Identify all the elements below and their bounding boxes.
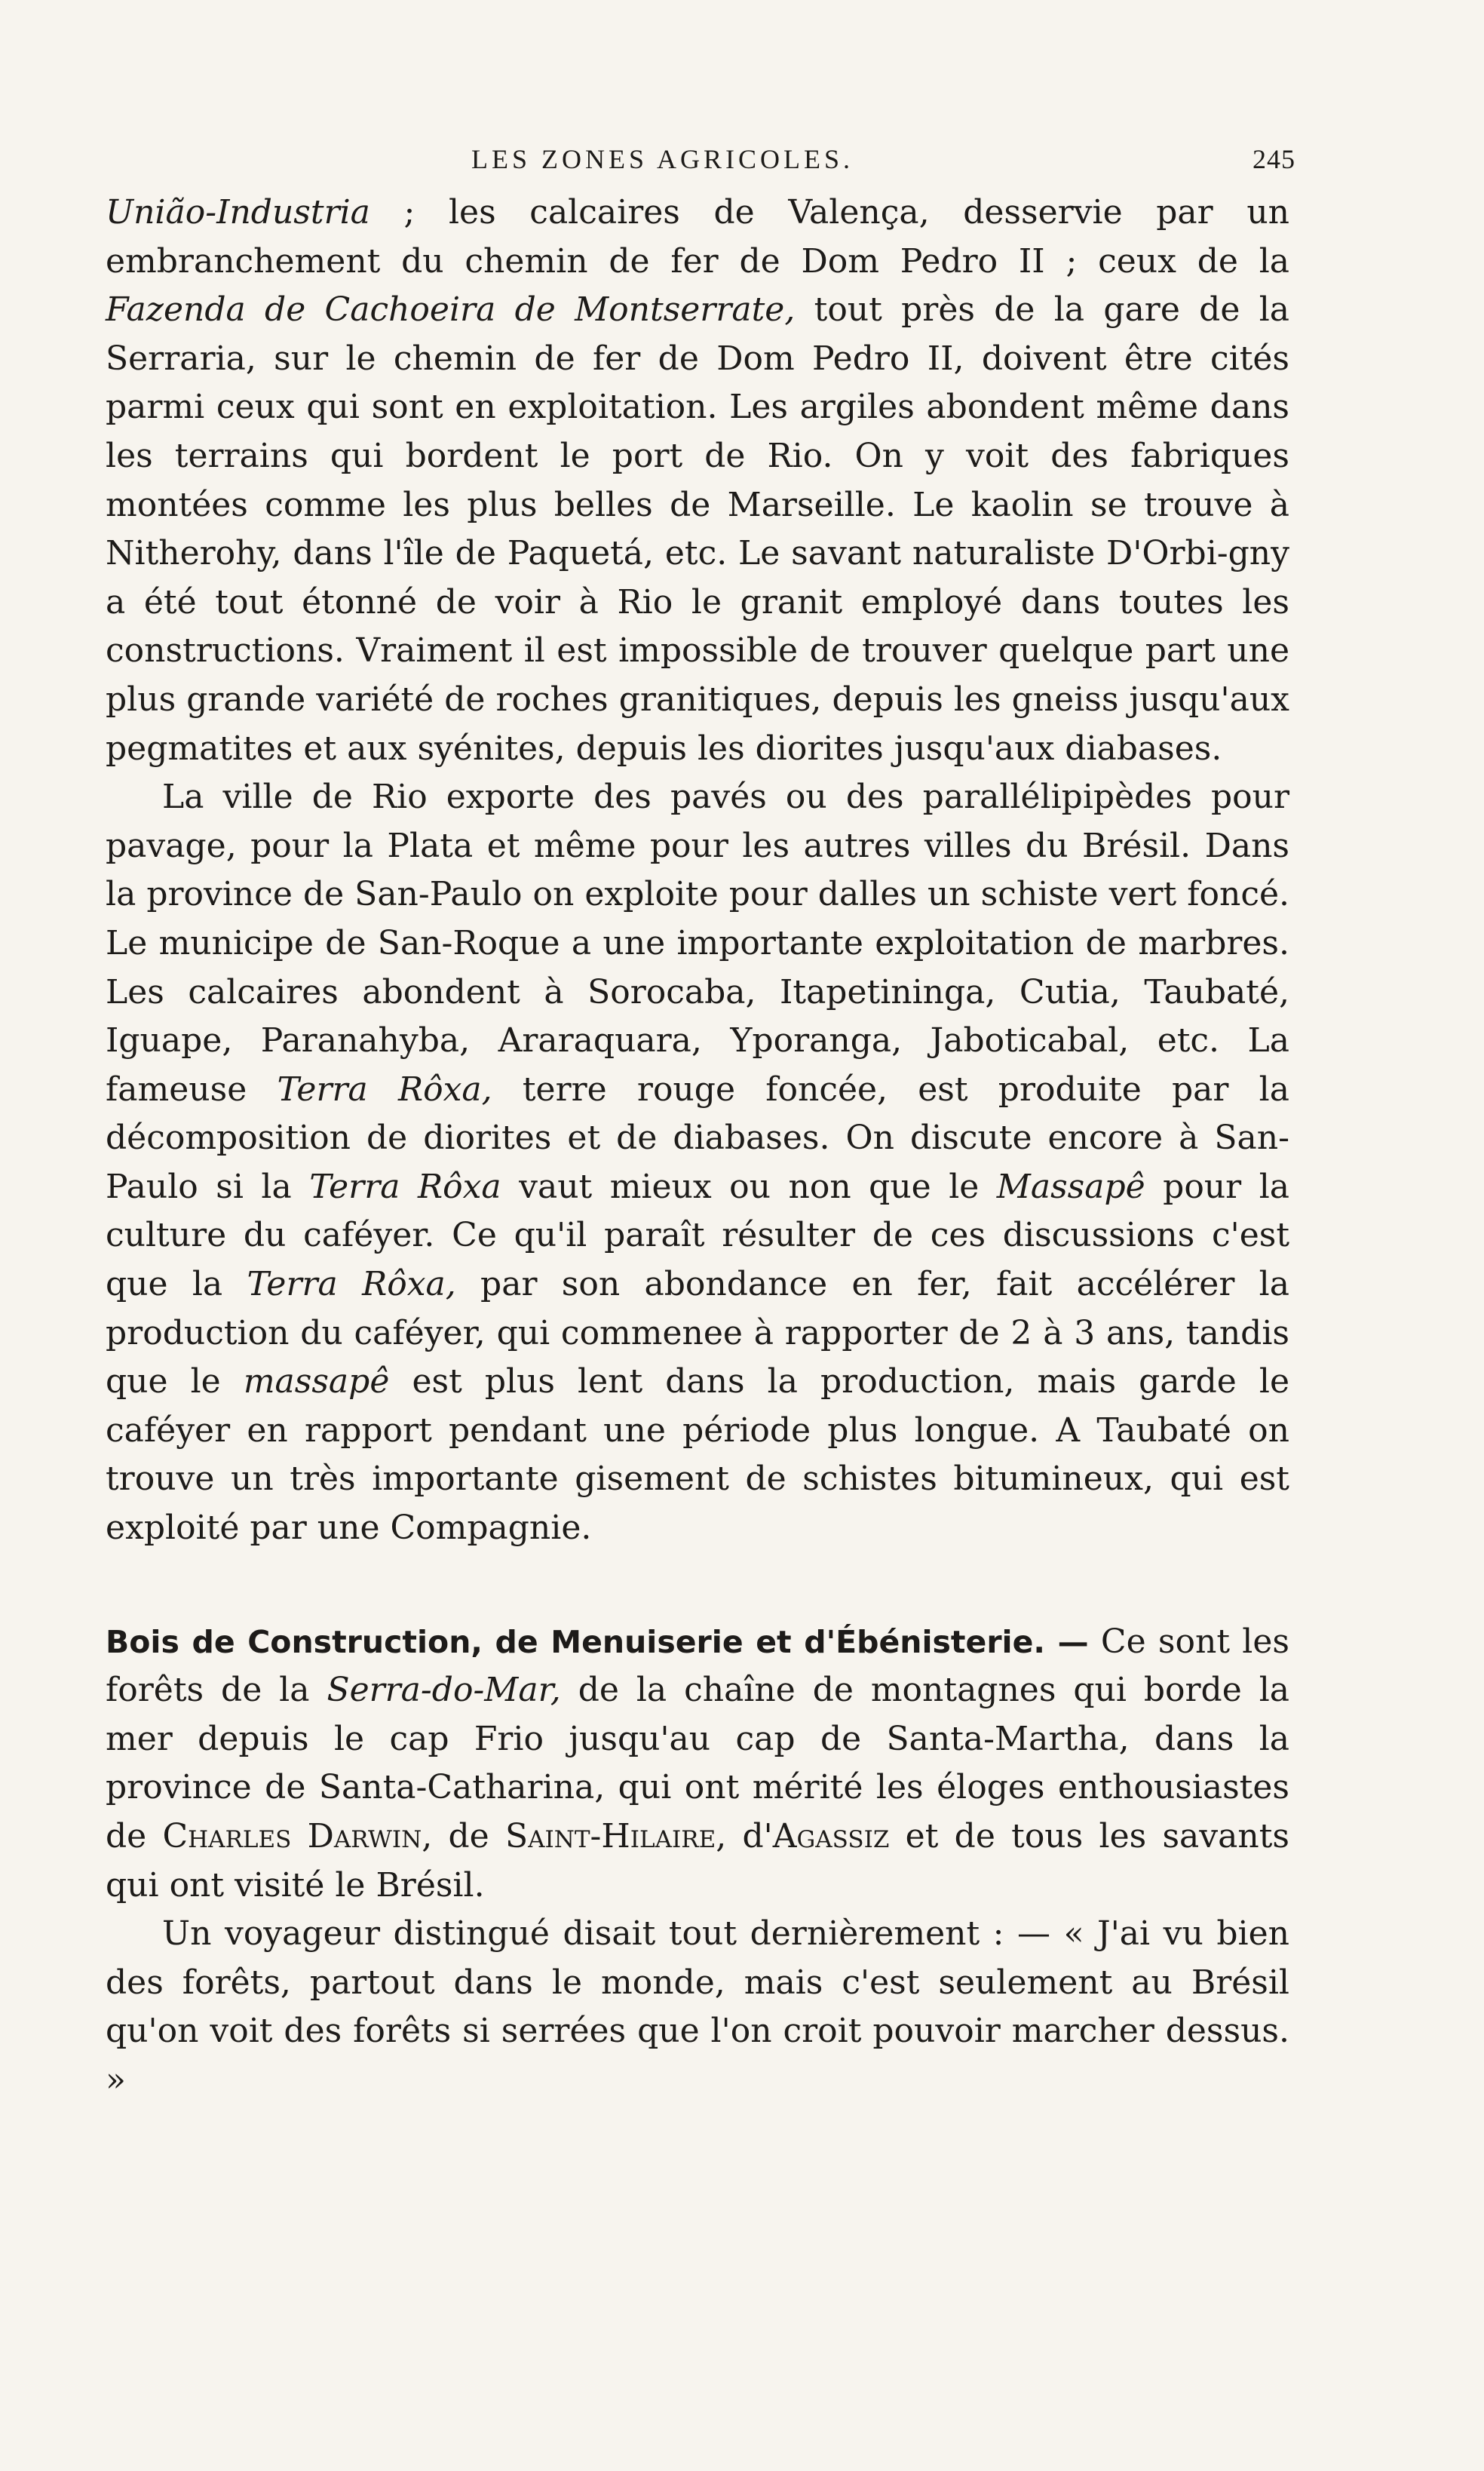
text-span: Terra Rôxa [309,1167,501,1206]
text-span: União-Industria [106,193,370,232]
text-span: par son abondance en fer, fait accélérer la production du caféyer, qui commenee à rapporter de 2 à 3 ans, tandis que le [106,1265,1289,1401]
text-span: Massapê [996,1167,1145,1206]
text-span: pour la culture du caféyer. Ce qu'il paraît résulter de ces discussions c'est que la [106,1167,1289,1304]
text-span: massapê [243,1362,390,1401]
book-page [106,136,1295,2105]
paragraph-mineral-resources [106,189,1289,773]
text-span: Terra Rôxa, [277,1070,492,1109]
paragraph-timber [106,1618,1289,1911]
text-span: Ce sont les forêts de la [106,1622,1289,1710]
text-span: Fazenda de Cachoeira de Montserrate, [106,290,796,330]
text-span: , de [422,1817,505,1856]
page-body [106,189,1289,2105]
text-span: , d' [716,1817,773,1856]
text-span: tout près de la gare de la Serraria, sur le chemin de fer de Dom Pedro II, doivent être cités parmi ceux qui sont en exploitation. Les argiles abondent même dans les terrains qui bordent le port de Rio. On y voit des fabriques montées comme les plus belles de Marseille. Le kaolin se trouve à Nitherohy, dans l'île de Paquetá, etc. Le savant naturaliste D'Orbi-gny a été tout étonné de voir à Rio le granit employé dans toutes les constructions. Vraiment il est impossible de trouver quelque part une plus grande variété de roches granitiques, depuis les gneiss jusqu'aux pegmatites et aux syénites, depuis les diorites jusqu'aux diabases. [106,290,1289,768]
section-heading: Bois de Construction, de Menuiserie et d'Ébénisterie. — [106,1623,1089,1660]
text-span: Serra-do-Mar, [327,1671,561,1710]
section-spacer [106,1553,1289,1618]
text-span: Terra Rôxa, [247,1265,456,1304]
text-span: Un voyageur distingué disait tout dernièrement : — « J'ai vu bien des forêts, partout dans le monde, mais c'est seulement au Brésil qu'on voit des forêts si serrées que l'on croit pouvoir marcher dessus. » [106,1914,1289,2099]
paragraph-paving-stones [106,773,1289,1553]
text-span: La ville de Rio exporte des pavés ou des parallélipipèdes pour pavage, pour la Plata et même pour les autres villes du Brésil. Dans la province de San-Paulo on exploite pour dalles un schiste vert foncé. Le municipe de San-Roque a une importante exploitation de marbres. Les calcaires abondent à Sorocaba, Itapetininga, Cutia, Taubaté, Iguape, Paranahyba, Araraquara, Yporanga, Jaboticabal, etc. La fameuse [106,778,1289,1109]
text-span: de la chaîne de montagnes qui borde la mer depuis le cap Frio jusqu'au cap de Santa-Martha, dans la province de Santa-Catharina, qui ont mérité les éloges enthousiastes de [106,1671,1290,1856]
text-span: vaut mieux ou non que le [501,1167,997,1206]
author-name: Charles Darwin [162,1817,422,1856]
author-name: Saint-Hilaire [504,1817,716,1856]
chapter-title: LES ZONES AGRICOLES. [471,144,854,174]
page-number: 245 [1253,144,1295,174]
text-span: ; les calcaires de Valença, desservie par un embranchement du chemin de fer de Dom Pedro II ; ceux de la [106,193,1289,281]
text-span: est plus lent dans la production, mais garde le caféyer en rapport pendant une période plus longue. A Taubaté on trouve un très importante gisement de schistes bitumineux, qui est exploité par une Compagnie. [106,1362,1289,1548]
paragraph-traveler-quote [106,1910,1289,2104]
text-span: et de tous les savants qui ont visité le Brésil. [106,1817,1289,1905]
running-header [106,136,1295,189]
author-name: Agassiz [772,1817,890,1856]
text-span: terre rouge foncée, est produite par la décomposition de diorites et de diabases. On discute encore à San-Paulo si la [106,1070,1289,1206]
